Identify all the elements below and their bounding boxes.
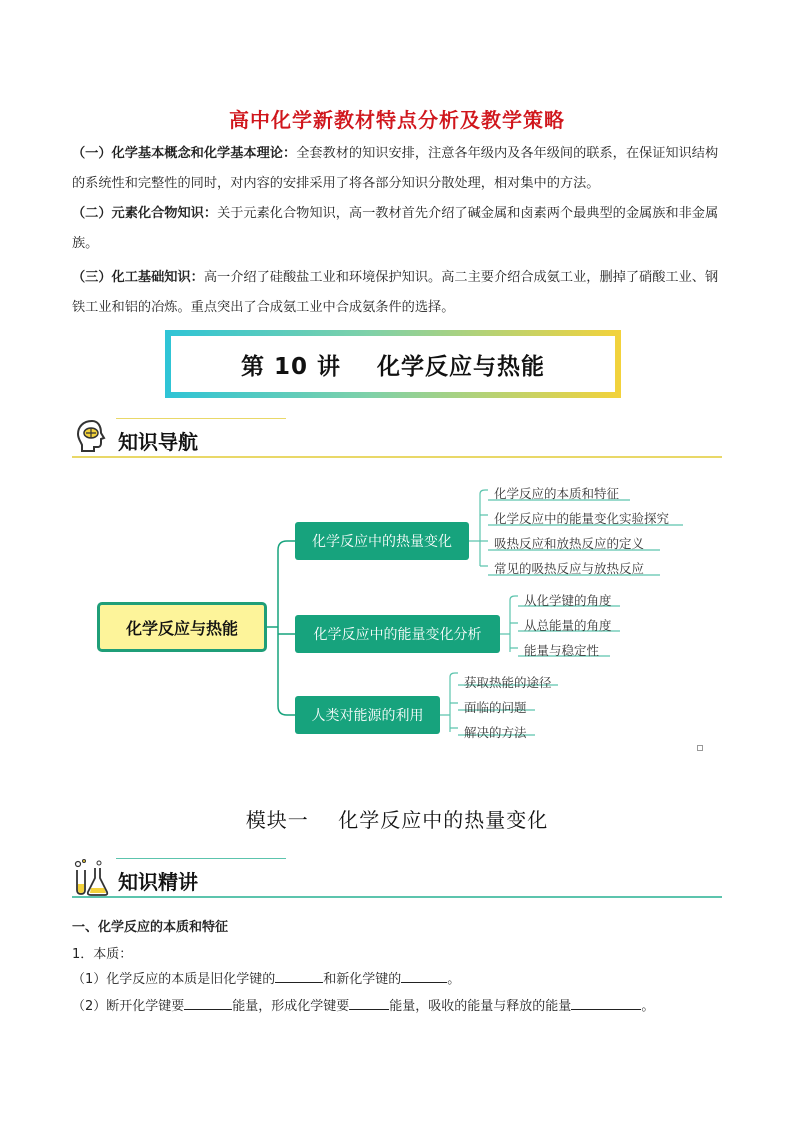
lecture-heading: 知识精讲 [118,870,198,894]
head-brain-icon [74,418,110,454]
mindmap-leaf: 面临的问题 [464,700,527,715]
question-text: （1）化学反应的本质是旧化学键的 [72,972,276,987]
mindmap-leaf: 吸热反应和放热反应的定义 [494,536,645,551]
lesson-title: 第 10 讲 化学反应与热能 [240,353,546,380]
mindmap-leaf: 化学反应中的能量变化实验探究 [494,511,670,526]
intro-paragraph-3 [72,263,724,323]
answer-blank[interactable] [401,970,447,983]
nav-heading: 知识导航 [118,430,198,454]
nav-header-top-line [116,418,286,419]
question-text: 和新化学键的 [323,972,402,987]
mindmap-leaf: 能量与稳定性 [524,643,600,658]
intro-label-1: （一）化学基本概念和化学基本理论： [72,146,297,161]
mindmap-branch-energy-use [295,696,440,734]
answer-blank[interactable] [275,970,323,983]
intro-label-3: （三）化工基础知识： [72,270,204,285]
mindmap-root-label: 化学反应与热能 [125,618,238,638]
question-text: 能量，吸收的能量与释放的能量 [389,999,572,1014]
intro-paragraph-1 [72,139,724,199]
lesson-banner [171,336,615,392]
item-label: 1．本质： [72,947,133,962]
resize-marker-icon [697,745,703,751]
mindmap-leaf: 解决的方法 [464,725,527,740]
mindmap-leaf: 获取热能的途径 [464,675,552,690]
section-heading: 一、化学反应的本质和特征 [72,920,229,935]
lecture-section-header [72,858,722,898]
flask-icon [72,858,112,898]
module-title-text: 模块一 化学反应中的热量变化 [245,808,549,832]
answer-blank[interactable] [571,997,641,1010]
question-text: 。 [641,999,655,1014]
mindmap-leaf: 从化学键的角度 [524,593,612,608]
mindmap-leaf: 从总能量的角度 [524,618,612,633]
document-title: 高中化学新教材特点分析及教学策略 [229,108,565,132]
module-title [0,804,794,833]
question-text: 能量，形成化学键要 [232,999,350,1014]
intro-text-1: 全套教材的知识安排，注意各年级内及各年级间的联系，在保证知识结构的系统性和完整性的同时，对内容的安排采用了将各部分知识分散处理，相对集中的方法。 [72,146,719,191]
question-1 [72,968,460,987]
mindmap-leaf: 常见的吸热反应与放热反应 [494,561,645,576]
mindmap-branch-label: 化学反应中的能量变化分析 [313,627,482,643]
intro-paragraph-2 [72,199,724,259]
question-text: 。 [447,972,461,987]
mindmap-branch-heat-change [295,522,469,560]
lecture-header-rule [72,896,722,898]
question-2 [72,995,654,1014]
nav-header-rule [72,456,722,458]
mindmap-branch-energy-analysis [295,615,500,653]
intro-label-2: （二）元素化合物知识： [72,206,218,221]
mindmap-leaf: 化学反应的本质和特征 [494,486,620,501]
question-text: （2）断开化学键要 [72,999,185,1014]
mindmap-branch-label: 化学反应中的热量变化 [312,534,452,550]
intro-text-2: 关于元素化合物知识，高一教材首先介绍了碱金属和卤素两个最典型的金属族和非金属族。 [72,206,719,251]
mindmap-root [97,602,267,652]
intro-text-3: 高一介绍了硅酸盐工业和环境保护知识。高二主要介绍合成氨工业，删掉了硝酸工业、钢铁工业和铝的冶炼。重点突出了合成氨工业中合成氨条件的选择。 [72,270,719,315]
lecture-header-top-line [116,858,286,859]
answer-blank[interactable] [184,997,232,1010]
nav-section-header [72,418,722,458]
mindmap-branch-label: 人类对能源的利用 [311,708,424,724]
answer-blank[interactable] [349,997,389,1010]
